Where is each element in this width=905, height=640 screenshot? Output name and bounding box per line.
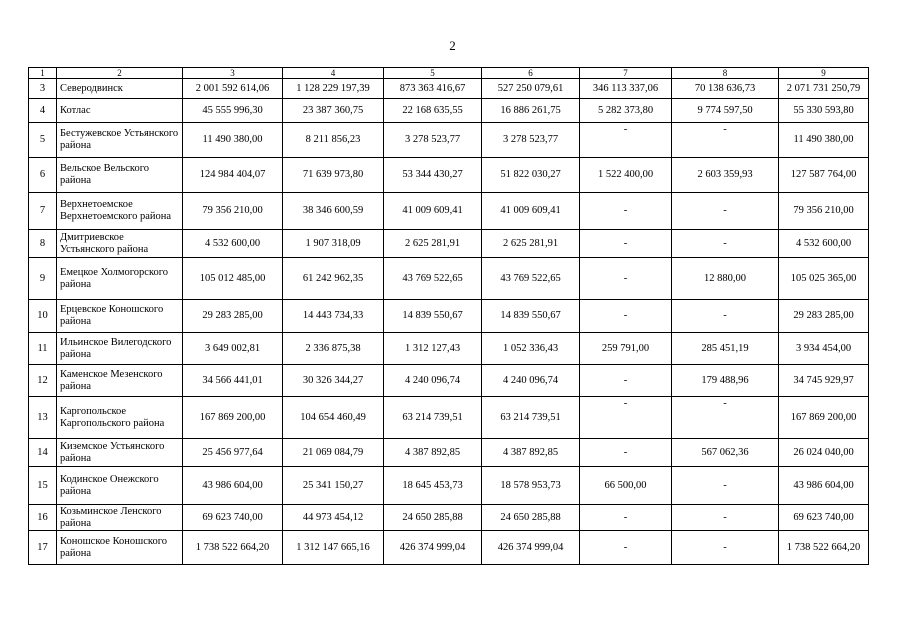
column-4-value-cell: 1 312 147 665,16: [283, 531, 384, 565]
column-4-value-cell: 61 242 962,35: [283, 258, 384, 300]
municipality-name-cell: Ильинское Вилегодского района: [57, 333, 183, 365]
column-7-value-cell: 66 500,00: [580, 467, 672, 505]
row-number-cell: 17: [29, 531, 57, 565]
column-6-value-cell: 63 214 739,51: [482, 397, 580, 439]
column-9-value-cell: 2 071 731 250,79: [779, 79, 869, 99]
row-number-cell: 12: [29, 365, 57, 397]
column-8-value-cell: 285 451,19: [672, 333, 779, 365]
column-5-value-cell: 18 645 453,73: [384, 467, 482, 505]
column-6-value-cell: 24 650 285,88: [482, 505, 580, 531]
municipality-name-cell: Котлас: [57, 99, 183, 123]
column-header: 3: [183, 68, 283, 79]
column-3-value-cell: 29 283 285,00: [183, 300, 283, 333]
column-3-value-cell: 11 490 380,00: [183, 123, 283, 158]
municipality-name-cell: Емецкое Холмогорского района: [57, 258, 183, 300]
column-6-value-cell: 2 625 281,91: [482, 230, 580, 258]
column-8-value-cell: -: [672, 531, 779, 565]
column-5-value-cell: 426 374 999,04: [384, 531, 482, 565]
column-7-value-cell: 346 113 337,06: [580, 79, 672, 99]
column-6-value-cell: 18 578 953,73: [482, 467, 580, 505]
table-row: [29, 531, 869, 565]
column-header: 5: [384, 68, 482, 79]
column-6-value-cell: 43 769 522,65: [482, 258, 580, 300]
municipality-name-cell: Кодинское Онежского района: [57, 467, 183, 505]
column-7-value-cell: -: [580, 397, 672, 439]
column-8-value-cell: 2 603 359,93: [672, 158, 779, 193]
column-9-value-cell: 34 745 929,97: [779, 365, 869, 397]
column-6-value-cell: 4 240 096,74: [482, 365, 580, 397]
column-5-value-cell: 873 363 416,67: [384, 79, 482, 99]
row-number-cell: 8: [29, 230, 57, 258]
municipality-name-cell: Северодвинск: [57, 79, 183, 99]
column-7-value-cell: -: [580, 230, 672, 258]
column-6-value-cell: 527 250 079,61: [482, 79, 580, 99]
column-7-value-cell: -: [580, 123, 672, 158]
column-header: 1: [29, 68, 57, 79]
column-8-value-cell: 12 880,00: [672, 258, 779, 300]
column-5-value-cell: 43 769 522,65: [384, 258, 482, 300]
row-number-cell: 13: [29, 397, 57, 439]
column-9-value-cell: 79 356 210,00: [779, 193, 869, 230]
column-6-value-cell: 51 822 030,27: [482, 158, 580, 193]
column-8-value-cell: -: [672, 230, 779, 258]
column-5-value-cell: 3 278 523,77: [384, 123, 482, 158]
table-row: [29, 439, 869, 467]
budget-table: [28, 67, 869, 565]
column-3-value-cell: 34 566 441,01: [183, 365, 283, 397]
column-9-value-cell: 55 330 593,80: [779, 99, 869, 123]
municipality-name-cell: Верхнетоемское Верхнетоемского района: [57, 193, 183, 230]
column-4-value-cell: 30 326 344,27: [283, 365, 384, 397]
column-4-value-cell: 71 639 973,80: [283, 158, 384, 193]
column-7-value-cell: 1 522 400,00: [580, 158, 672, 193]
column-7-value-cell: 259 791,00: [580, 333, 672, 365]
column-4-value-cell: 8 211 856,23: [283, 123, 384, 158]
column-4-value-cell: 23 387 360,75: [283, 99, 384, 123]
column-6-value-cell: 426 374 999,04: [482, 531, 580, 565]
municipality-name-cell: Ерцевское Коношского района: [57, 300, 183, 333]
municipality-name-cell: Каргопольское Каргопольского района: [57, 397, 183, 439]
column-5-value-cell: 63 214 739,51: [384, 397, 482, 439]
table-row: [29, 123, 869, 158]
column-9-value-cell: 11 490 380,00: [779, 123, 869, 158]
column-6-value-cell: 1 052 336,43: [482, 333, 580, 365]
municipality-name-cell: Коношское Коношского района: [57, 531, 183, 565]
table-row: [29, 258, 869, 300]
column-3-value-cell: 25 456 977,64: [183, 439, 283, 467]
municipality-name-cell: Бестужевское Устьянского района: [57, 123, 183, 158]
table-row: [29, 193, 869, 230]
column-4-value-cell: 21 069 084,79: [283, 439, 384, 467]
column-9-value-cell: 29 283 285,00: [779, 300, 869, 333]
table-row: [29, 230, 869, 258]
column-header: 6: [482, 68, 580, 79]
column-8-value-cell: 567 062,36: [672, 439, 779, 467]
column-5-value-cell: 4 387 892,85: [384, 439, 482, 467]
table-row: [29, 300, 869, 333]
column-3-value-cell: 43 986 604,00: [183, 467, 283, 505]
column-5-value-cell: 53 344 430,27: [384, 158, 482, 193]
column-7-value-cell: -: [580, 365, 672, 397]
column-7-value-cell: -: [580, 505, 672, 531]
column-9-value-cell: 43 986 604,00: [779, 467, 869, 505]
table-row: [29, 333, 869, 365]
municipality-name-cell: Киземское Устьянского района: [57, 439, 183, 467]
column-9-value-cell: 105 025 365,00: [779, 258, 869, 300]
column-3-value-cell: 105 012 485,00: [183, 258, 283, 300]
column-header: 8: [672, 68, 779, 79]
column-7-value-cell: 5 282 373,80: [580, 99, 672, 123]
column-5-value-cell: 22 168 635,55: [384, 99, 482, 123]
column-7-value-cell: -: [580, 300, 672, 333]
row-number-cell: 5: [29, 123, 57, 158]
column-8-value-cell: -: [672, 467, 779, 505]
column-4-value-cell: 1 907 318,09: [283, 230, 384, 258]
table-row: [29, 467, 869, 505]
column-4-value-cell: 38 346 600,59: [283, 193, 384, 230]
column-5-value-cell: 41 009 609,41: [384, 193, 482, 230]
column-8-value-cell: 179 488,96: [672, 365, 779, 397]
column-5-value-cell: 2 625 281,91: [384, 230, 482, 258]
column-5-value-cell: 1 312 127,43: [384, 333, 482, 365]
row-number-cell: 7: [29, 193, 57, 230]
column-4-value-cell: 25 341 150,27: [283, 467, 384, 505]
column-3-value-cell: 69 623 740,00: [183, 505, 283, 531]
column-7-value-cell: -: [580, 531, 672, 565]
column-4-value-cell: 14 443 734,33: [283, 300, 384, 333]
column-header: 2: [57, 68, 183, 79]
column-9-value-cell: 127 587 764,00: [779, 158, 869, 193]
row-number-cell: 6: [29, 158, 57, 193]
column-9-value-cell: 167 869 200,00: [779, 397, 869, 439]
column-number-header-row: [29, 68, 869, 79]
row-number-cell: 3: [29, 79, 57, 99]
column-3-value-cell: 3 649 002,81: [183, 333, 283, 365]
column-header: 9: [779, 68, 869, 79]
column-3-value-cell: 167 869 200,00: [183, 397, 283, 439]
column-8-value-cell: 70 138 636,73: [672, 79, 779, 99]
row-number-cell: 16: [29, 505, 57, 531]
row-number-cell: 9: [29, 258, 57, 300]
column-header: 4: [283, 68, 384, 79]
column-9-value-cell: 4 532 600,00: [779, 230, 869, 258]
column-7-value-cell: -: [580, 258, 672, 300]
municipality-name-cell: Козьминское Ленского района: [57, 505, 183, 531]
table-row: [29, 79, 869, 99]
column-8-value-cell: 9 774 597,50: [672, 99, 779, 123]
row-number-cell: 11: [29, 333, 57, 365]
column-8-value-cell: -: [672, 123, 779, 158]
column-9-value-cell: 3 934 454,00: [779, 333, 869, 365]
column-header: 7: [580, 68, 672, 79]
table-row: [29, 505, 869, 531]
column-6-value-cell: 41 009 609,41: [482, 193, 580, 230]
column-8-value-cell: -: [672, 505, 779, 531]
column-3-value-cell: 2 001 592 614,06: [183, 79, 283, 99]
column-6-value-cell: 14 839 550,67: [482, 300, 580, 333]
column-3-value-cell: 45 555 996,30: [183, 99, 283, 123]
table-row: [29, 99, 869, 123]
municipality-name-cell: Дмитриевское Устьянского района: [57, 230, 183, 258]
municipality-name-cell: Вельское Вельского района: [57, 158, 183, 193]
column-3-value-cell: 79 356 210,00: [183, 193, 283, 230]
column-4-value-cell: 1 128 229 197,39: [283, 79, 384, 99]
column-9-value-cell: 69 623 740,00: [779, 505, 869, 531]
table-row: [29, 397, 869, 439]
column-9-value-cell: 26 024 040,00: [779, 439, 869, 467]
table-row: [29, 158, 869, 193]
column-3-value-cell: 4 532 600,00: [183, 230, 283, 258]
column-9-value-cell: 1 738 522 664,20: [779, 531, 869, 565]
table-row: [29, 365, 869, 397]
column-5-value-cell: 24 650 285,88: [384, 505, 482, 531]
column-3-value-cell: 1 738 522 664,20: [183, 531, 283, 565]
row-number-cell: 4: [29, 99, 57, 123]
column-4-value-cell: 44 973 454,12: [283, 505, 384, 531]
column-8-value-cell: -: [672, 300, 779, 333]
page-number: 2: [449, 38, 456, 53]
column-8-value-cell: -: [672, 193, 779, 230]
column-5-value-cell: 4 240 096,74: [384, 365, 482, 397]
column-6-value-cell: 16 886 261,75: [482, 99, 580, 123]
column-6-value-cell: 4 387 892,85: [482, 439, 580, 467]
column-4-value-cell: 2 336 875,38: [283, 333, 384, 365]
municipality-name-cell: Каменское Мезенского района: [57, 365, 183, 397]
column-7-value-cell: -: [580, 439, 672, 467]
row-number-cell: 10: [29, 300, 57, 333]
column-6-value-cell: 3 278 523,77: [482, 123, 580, 158]
row-number-cell: 14: [29, 439, 57, 467]
column-7-value-cell: -: [580, 193, 672, 230]
column-8-value-cell: -: [672, 397, 779, 439]
column-3-value-cell: 124 984 404,07: [183, 158, 283, 193]
column-4-value-cell: 104 654 460,49: [283, 397, 384, 439]
row-number-cell: 15: [29, 467, 57, 505]
column-5-value-cell: 14 839 550,67: [384, 300, 482, 333]
